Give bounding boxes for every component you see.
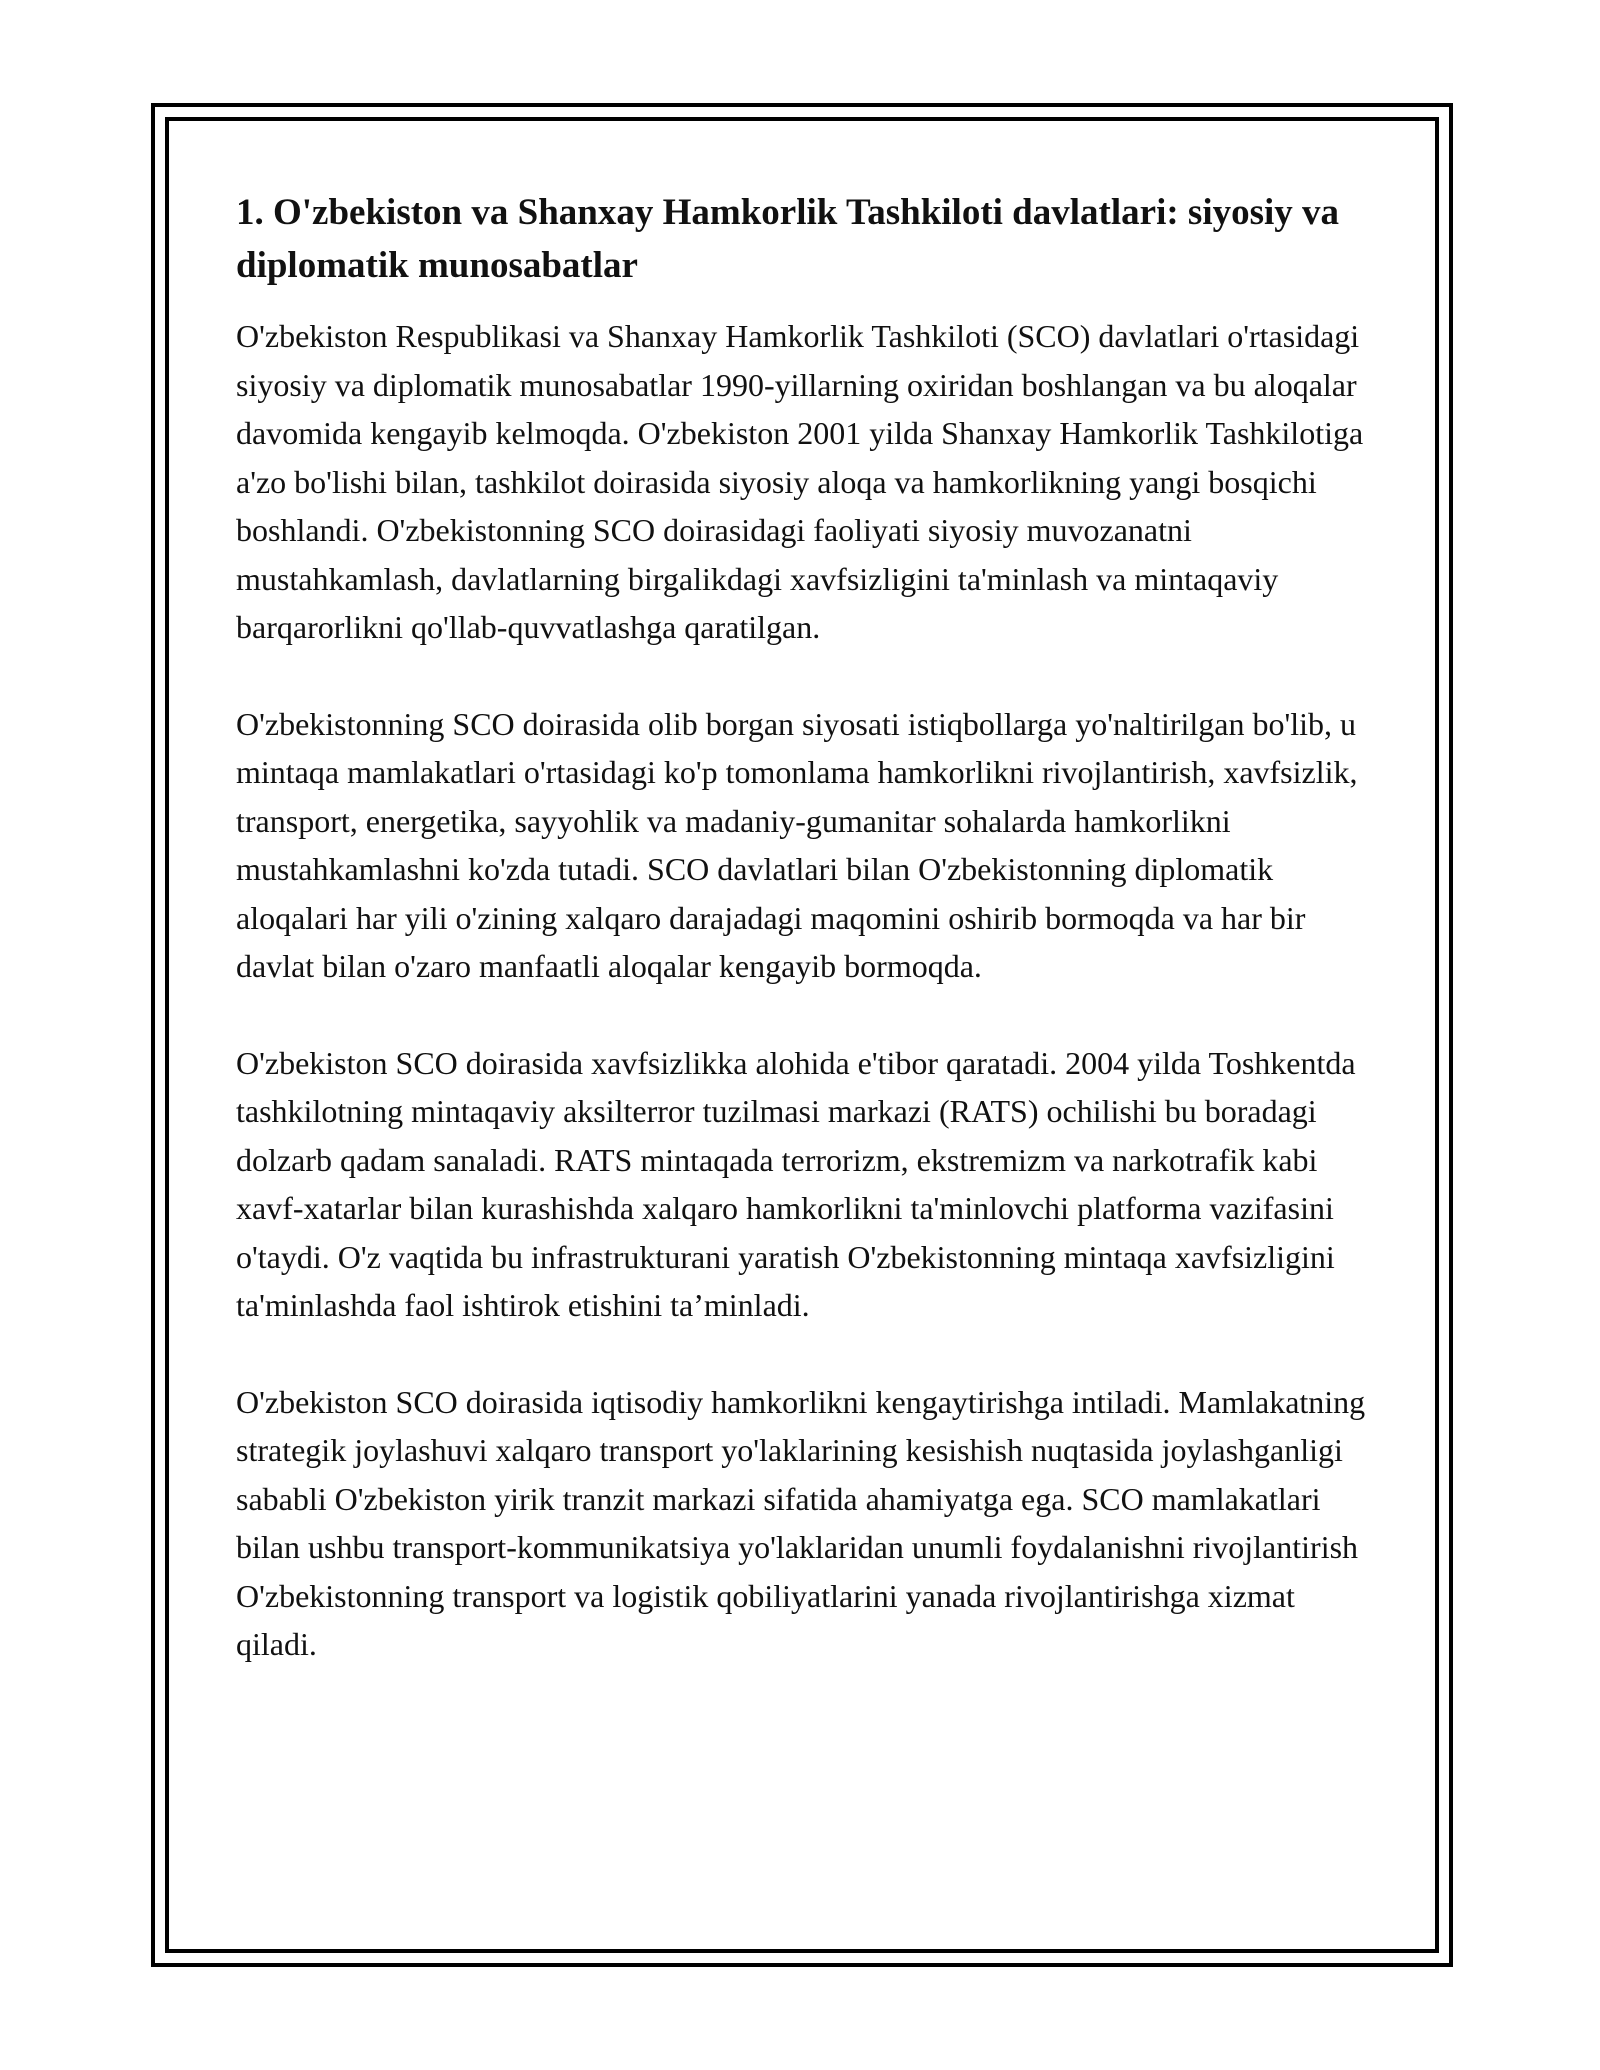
paragraph-3: O'zbekiston SCO doirasida xavfsizlikka alohida e'tibor qaratadi. 2004 yilda Toshkentda tashkilotning mintaqaviy aksilterror tuzilmasi markazi (RATS) ochilishi bu boradagi dolzarb qadam sanaladi. RATS mintaqada terrorizm, ekstremizm va narkotrafik kabi xavf-xatarlar bilan kurashishda xalqaro hamkorlikni ta'minlovchi platforma vazifasini o'taydi. O'z vaqtida bu infrastrukturani yaratish O'zbekistonning mintaqa xavfsizligini ta'minlashda faol ishtirok etishini ta’minladi. (236, 1044, 1356, 1323)
paragraph-2: O'zbekistonning SCO doirasida olib borgan siyosati istiqbollarga yo'naltirilgan bo'lib, u mintaqa mamlakatlari o'rtasidagi ko'p tomonlama hamkorlikni rivojlantirish, xavfsizlik, transport, energetika, sayyohlik va madaniy-gumanitar sohalarda hamkorlikni mustahkamlashni ko'zda tutadi. SCO davlatlari bilan O'zbekistonning diplomatik aloqalari har yili o'zining xalqaro darajadagi maqomini oshirib bormoqda va har bir davlat bilan o'zaro manfaatli aloqalar kengayib bormoqda. (236, 705, 1358, 984)
document-body (236, 186, 1376, 1717)
section-heading: 1. O'zbekiston va Shanxay Hamkorlik Tashkiloti davlatlari: siyosiy va diplomatik munosabatlar (236, 192, 1340, 286)
paragraph-1: O'zbekiston Respublikasi va Shanxay Hamkorlik Tashkiloti (SCO) davlatlari o'rtasidagi siyosiy va diplomatik munosabatlar 1990-yillarning oxiridan boshlangan va bu aloqalar davomida kengayib kelmoqda. O'zbekiston 2001 yilda Shanxay Hamkorlik Tashkilotiga a'zo bo'lishi bilan, tashkilot doirasida siyosiy aloqa va hamkorlikning yangi bosqichi boshlandi. O'zbekistonning SCO doirasidagi faoliyati siyosiy muvozanatni mustahkamlash, davlatlarning birgalikdagi xavfsizligini ta'minlash va mintaqaviy barqarorlikni qo'llab-quvvatlashga qaratilgan. (236, 318, 1364, 645)
paragraph-4: O'zbekiston SCO doirasida iqtisodiy hamkorlikni kengaytirishga intiladi. Mamlakatning strategik joylashuvi xalqaro transport yo'laklarining kesishish nuqtasida joylashganligi sababli O'zbekiston yirik tranzit markazi sifatida ahamiyatga ega. SCO mamlakatlari bilan ushbu transport-kommunikatsiya yo'laklaridan unumli foydalanishni rivojlantirish O'zbekistonning transport va logistik qobiliyatlarini yanada rivojlantirishga xizmat qiladi. (236, 1383, 1366, 1662)
